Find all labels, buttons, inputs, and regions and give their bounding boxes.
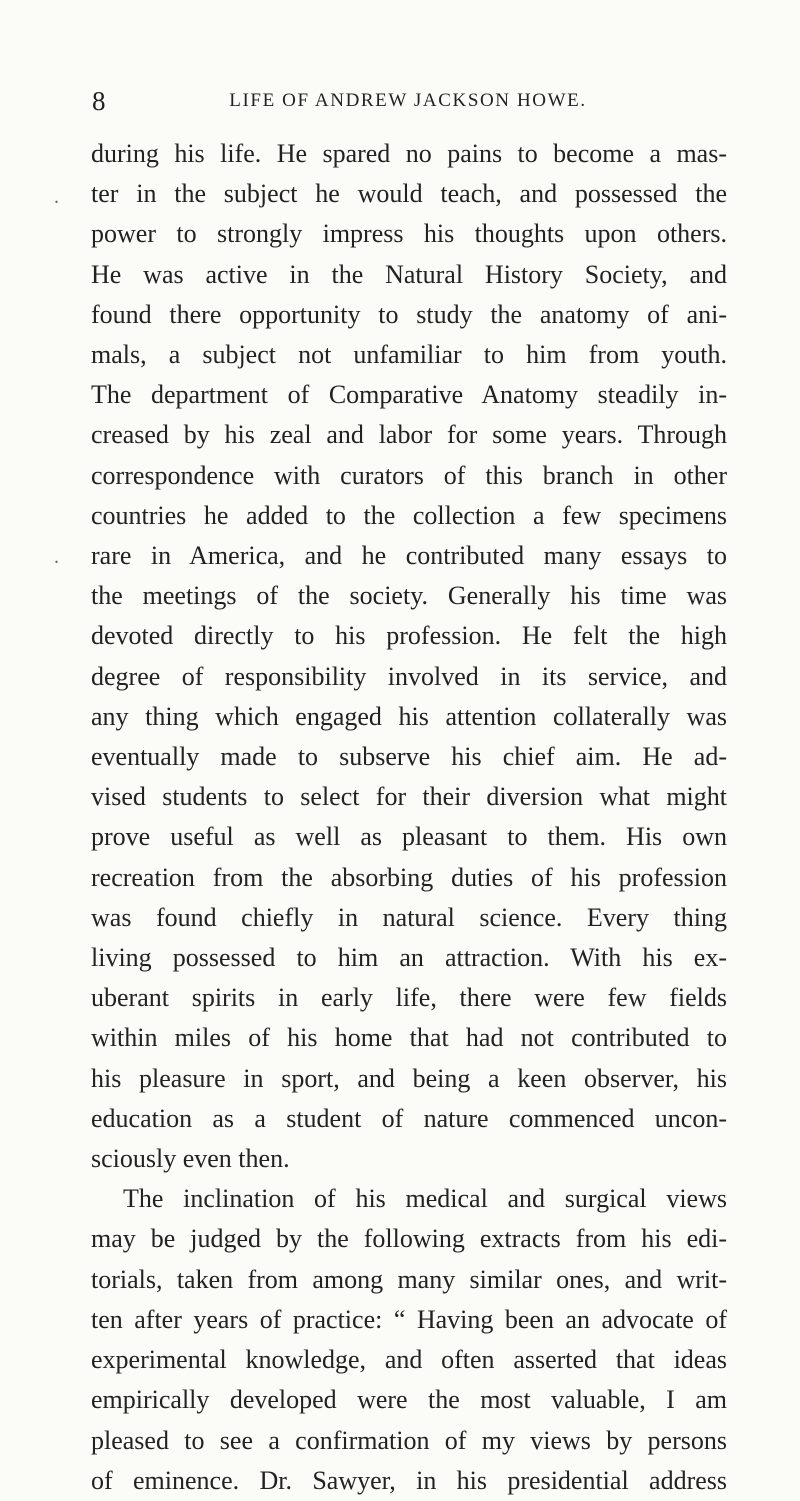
page-header: [92, 86, 724, 116]
text-line: power to strongly impress his thoughts upon others.: [91, 219, 727, 249]
text-line: correspondence with curators of this branch in other: [91, 460, 727, 490]
text-line: rare in America, and he contributed many essays to: [91, 541, 727, 571]
margin-mark: .: [54, 186, 59, 208]
text-line: uberant spirits in early life, there were few fields: [91, 983, 727, 1013]
body-text: [91, 134, 727, 1501]
text-line: devoted directly to his profession. He felt the high: [91, 621, 727, 651]
text-line: during his life. He spared no pains to become a mas-: [91, 139, 727, 168]
text-line: any thing which engaged his attention collaterally was: [91, 701, 727, 731]
text-line: degree of responsibility involved in its service, and: [91, 661, 727, 691]
text-line: creased by his zeal and labor for some years. Through: [91, 420, 727, 450]
text-line: countries he added to the collection a few specimens: [91, 500, 727, 530]
text-line: prove useful as well as pleasant to them. His own: [91, 822, 727, 852]
text-line: his pleasure in sport, and being a keen observer, his: [91, 1063, 727, 1093]
text-line: pleased to see a confirmation of my views by persons: [91, 1425, 727, 1455]
text-line: empirically developed were the most valuable, I am: [91, 1385, 727, 1415]
text-line: sciously even then.: [91, 1144, 290, 1174]
margin-mark: .: [54, 546, 59, 568]
text-line: The department of Comparative Anatomy steadily in-: [91, 380, 727, 410]
text-line: ten after years of practice: “ Having been an advocate of: [91, 1304, 727, 1334]
text-line: eventually made to subserve his chief aim. He ad-: [91, 742, 727, 772]
text-line: was found chiefly in natural science. Every thing: [91, 902, 727, 932]
text-line: within miles of his home that had not contributed to: [91, 1023, 727, 1053]
text-line: living possessed to him an attraction. With his ex-: [91, 943, 727, 973]
text-line: education as a student of nature commenced uncon-: [91, 1103, 727, 1133]
text-line: the meetings of the society. Generally his time was: [91, 581, 727, 611]
text-line: torials, taken from among many similar ones, and writ-: [91, 1264, 727, 1294]
text-line: recreation from the absorbing duties of his profession: [91, 862, 727, 892]
text-line: ter in the subject he would teach, and possessed the: [91, 179, 727, 209]
text-line: vised students to select for their diversion what might: [91, 782, 727, 812]
text-line: found there opportunity to study the anatomy of ani-: [91, 299, 727, 329]
text-line: experimental knowledge, and often asserted that ideas: [91, 1345, 727, 1375]
text-line: mals, a subject not unfamiliar to him from youth.: [91, 340, 727, 370]
text-line: may be judged by the following extracts from his edi-: [91, 1224, 727, 1254]
text-line: He was active in the Natural History Society, and: [91, 259, 727, 289]
text-line: The inclination of his medical and surgical views: [123, 1184, 727, 1214]
page-number: 8: [92, 86, 106, 116]
running-head: LIFE OF ANDREW JACKSON HOWE.: [229, 90, 587, 111]
text-line: of eminence. Dr. Sawyer, in his presidential address: [91, 1465, 727, 1495]
